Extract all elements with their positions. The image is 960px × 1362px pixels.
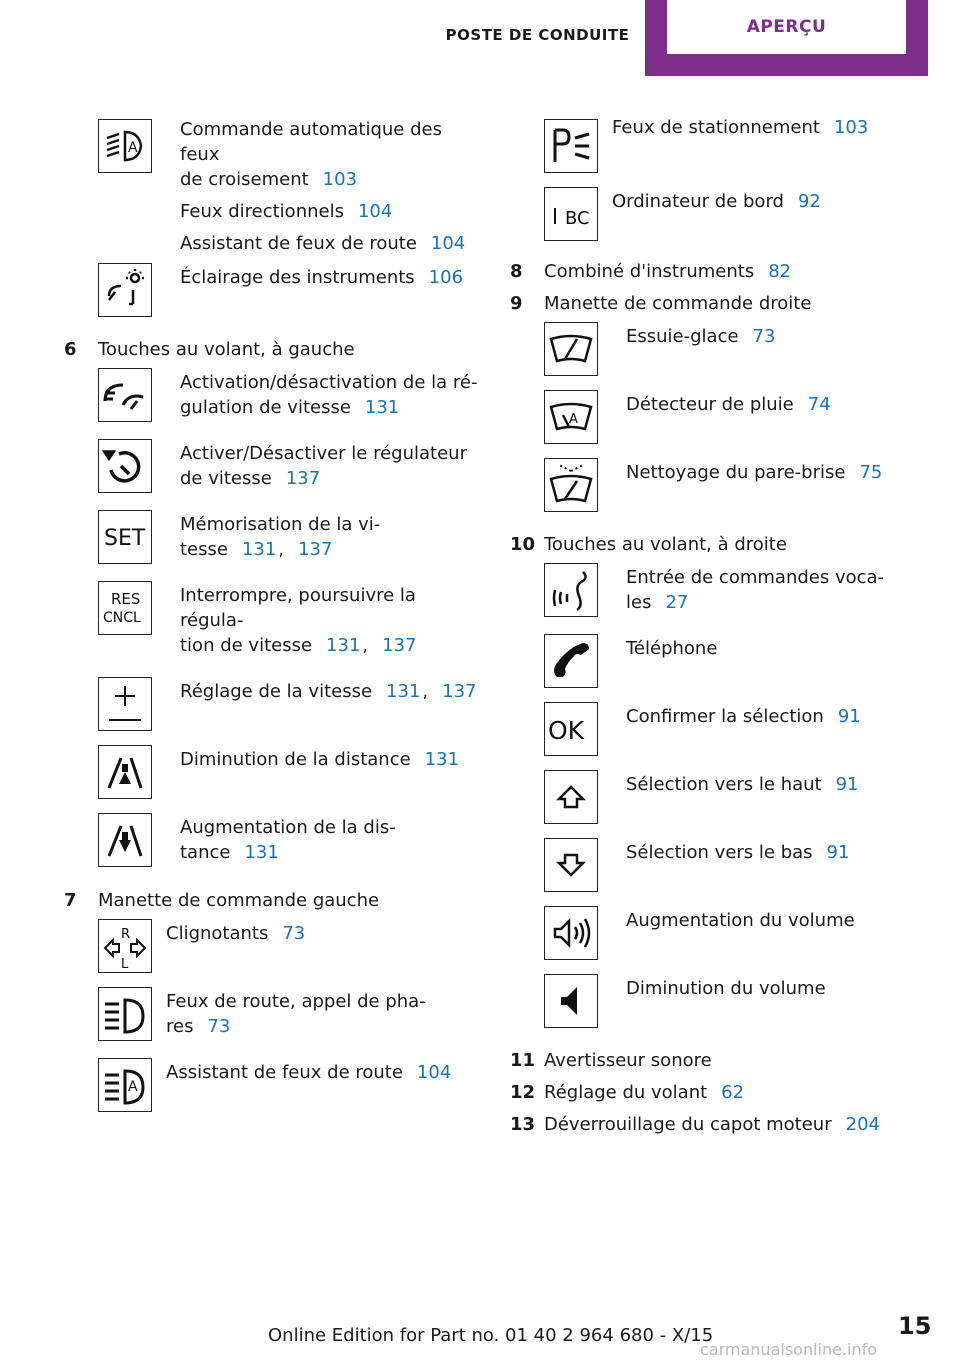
icon-row [544, 634, 930, 688]
item-text: Mémorisation de la vi‐ tesse 131 , 137 [180, 514, 381, 560]
icon-row [98, 368, 484, 427]
auto-headlight-icon [98, 119, 152, 173]
page-ref-link[interactable]: 82 [768, 261, 792, 282]
left-column [64, 115, 484, 1112]
item-number: 12 [510, 1082, 536, 1103]
icon-row [544, 563, 930, 622]
item-label: de vitesse [180, 468, 272, 489]
res-cncl-icon [98, 581, 152, 635]
item-number: 13 [510, 1114, 536, 1135]
item-title: Touches au volant, à droite [544, 534, 787, 555]
page-ref-link[interactable]: 131 [364, 397, 400, 418]
svg-text:A: A [128, 140, 138, 156]
page-ref-link[interactable]: 91 [837, 706, 861, 727]
set-icon [98, 510, 152, 564]
icon-row [544, 119, 930, 173]
item-label: Activation/désactivation de la ré‐ [180, 372, 478, 393]
page-ref-link[interactable]: 74 [807, 394, 831, 415]
rain-sensor-icon [544, 390, 598, 444]
high-beam-icon [98, 987, 152, 1041]
icon-row [544, 702, 930, 756]
icon-row [544, 770, 930, 824]
page-ref-link[interactable]: 137 [285, 468, 321, 489]
page-ref-link[interactable]: 73 [207, 1016, 231, 1037]
item-title: Avertisseur sonore [544, 1050, 712, 1071]
item-label: Feux de route, appel de pha‐ [166, 991, 426, 1012]
page-number: 15 [898, 1312, 932, 1340]
numbered-item [510, 1112, 930, 1137]
high-beam-assist-icon [98, 1058, 152, 1112]
item-label: Téléphone [626, 638, 718, 659]
item-label: Diminution du volume [626, 978, 826, 999]
page-ref-link[interactable]: 137 [442, 681, 477, 702]
page-ref-link[interactable]: 27 [665, 592, 689, 613]
item-label: Détecteur de pluie [626, 394, 794, 415]
item-number: 8 [510, 261, 523, 282]
item-text [626, 636, 717, 668]
page-ref-link[interactable]: 103 [322, 169, 358, 190]
svg-text:A: A [569, 412, 578, 427]
item-label: de croisement [180, 169, 309, 190]
turn-signal-icon [98, 919, 152, 973]
item-label: Augmentation du volume [626, 910, 855, 931]
icon-row [98, 1058, 484, 1112]
numbered-item [510, 532, 930, 557]
item-title: Combiné d'instruments [544, 261, 755, 282]
icon-row [98, 677, 484, 731]
item-number: 9 [510, 293, 523, 314]
item-title: Réglage du volant [544, 1082, 708, 1103]
item-text [626, 565, 884, 622]
item-label: Diminution de la distance [180, 749, 411, 770]
plus-minus-icon [98, 677, 152, 731]
page-ref-link[interactable]: 92 [797, 191, 821, 212]
page-ref-link[interactable]: 131 [241, 539, 277, 560]
item-text: Interrompre, poursuivre la régula‐ tion de vitesse 131 , 137 [180, 585, 417, 656]
page-ref-link[interactable]: 104 [430, 233, 466, 254]
icon-row [544, 458, 930, 512]
numbered-item [510, 1080, 930, 1105]
chapter-tab[interactable] [645, 0, 928, 76]
item-text [626, 976, 826, 1008]
item-number: 6 [64, 339, 77, 360]
item-label: Interrompre, poursuivre la régula‐ [180, 585, 416, 631]
numbered-item [510, 1048, 930, 1073]
item-label: Ordinateur de bord [612, 191, 784, 212]
svg-text:R: R [121, 927, 131, 942]
item-number: 7 [64, 890, 77, 911]
page-ref-link[interactable]: 137 [382, 635, 417, 656]
svg-text:L: L [121, 957, 129, 970]
item-text [166, 1060, 451, 1092]
item-text [180, 265, 463, 297]
item-label: Feux de stationnement [612, 117, 820, 138]
page-ref-link[interactable]: 91 [826, 842, 850, 863]
voice-command-icon [544, 563, 598, 617]
right-column [510, 115, 930, 1137]
item-label: gulation de vitesse [180, 397, 351, 418]
icon-row [98, 987, 484, 1046]
icon-row [98, 581, 484, 665]
item-text [180, 747, 459, 779]
item-label: Essuie-glace [626, 326, 739, 347]
item-label: Feux directionnels [180, 201, 344, 222]
item-label: Sélection vers le bas [626, 842, 813, 863]
page-ref-link[interactable]: 106 [428, 267, 464, 288]
item-label: Mémorisation de la vi‐ [180, 514, 381, 535]
item-text [612, 189, 821, 221]
item-text [166, 921, 305, 953]
item-text [626, 324, 775, 356]
icon-row [98, 919, 484, 973]
item-label: Assistant de feux de route [166, 1062, 403, 1083]
ok-icon [544, 702, 598, 756]
item-text [180, 117, 484, 263]
svg-text:SET: SET [104, 526, 146, 551]
item-label: Activer/Désactiver le régulateur [180, 443, 467, 464]
item-label: Nettoyage du pare-brise [626, 462, 846, 483]
item-label: les [626, 592, 652, 613]
arrow-down-icon [544, 838, 598, 892]
icon-row [98, 115, 484, 263]
page-ref-link[interactable]: 137 [298, 539, 333, 560]
item-text [180, 441, 467, 498]
watermark: carmanualsonline.info [700, 1340, 878, 1359]
speed-limiter-icon [98, 368, 152, 422]
item-label: Augmentation de la dis‐ [180, 817, 396, 838]
icon-row [544, 838, 930, 892]
page-ref-link[interactable]: 91 [835, 774, 859, 795]
instrument-lighting-icon [98, 263, 152, 317]
item-text: Réglage de la vitesse 131 , 137 [180, 681, 477, 702]
wiper-icon [544, 322, 598, 376]
section-title: POSTE DE CONDUITE [445, 26, 630, 44]
volume-up-icon [544, 906, 598, 960]
item-text [180, 815, 396, 872]
item-label: tance [180, 842, 231, 863]
windshield-washer-icon [544, 458, 598, 512]
icon-row [98, 439, 484, 498]
phone-icon [544, 634, 598, 688]
item-label: Confirmer la sélection [626, 706, 824, 727]
item-title: Touches au volant, à gauche [98, 339, 355, 360]
page-ref-link[interactable]: 131 [424, 749, 460, 770]
icon-row [544, 906, 930, 960]
item-text [626, 392, 831, 424]
numbered-item [510, 259, 930, 284]
item-title: Manette de commande droite [544, 293, 812, 314]
item-number: 10 [510, 534, 536, 555]
numbered-item [510, 291, 930, 316]
item-label: Clignotants [166, 923, 269, 944]
icon-row [98, 263, 484, 317]
svg-text:CNCL: CNCL [103, 610, 141, 626]
page-ref-link[interactable]: 73 [282, 923, 306, 944]
item-number: 11 [510, 1050, 536, 1071]
page-ref-link[interactable]: 131 [244, 842, 279, 863]
page-ref-link[interactable]: 131 [326, 635, 361, 656]
item-label: tesse [180, 539, 228, 560]
parking-lights-icon [544, 119, 598, 173]
svg-text:BC: BC [565, 208, 590, 229]
icon-row [98, 510, 484, 569]
item-label: Commande automatique des feux [180, 119, 442, 165]
item-text [166, 989, 426, 1046]
item-label: Assistant de feux de route [180, 233, 417, 254]
page-ref-link[interactable]: 73 [752, 326, 776, 347]
icon-row [544, 322, 930, 376]
page-ref-link[interactable]: 103 [833, 117, 869, 138]
onboard-computer-icon [544, 187, 598, 241]
item-text [626, 704, 861, 736]
numbered-item [64, 337, 484, 362]
svg-text:A: A [128, 1079, 138, 1095]
chapter-title: APERÇU [667, 0, 906, 54]
item-label: res [166, 1016, 194, 1037]
volume-down-icon [544, 974, 598, 1028]
item-title: Déverrouillage du capot moteur [544, 1114, 832, 1135]
page-ref-link[interactable]: 204 [845, 1114, 880, 1135]
svg-text:RES: RES [111, 590, 141, 608]
item-label: Réglage de la vitesse [180, 681, 373, 702]
icon-row [544, 390, 930, 444]
icon-row [544, 187, 930, 241]
distance-decrease-icon [98, 745, 152, 799]
page-ref-link[interactable]: 104 [357, 201, 393, 222]
item-title: Manette de commande gauche [98, 890, 380, 911]
cruise-control-icon [98, 439, 152, 493]
icon-row [98, 745, 484, 799]
page-ref-link[interactable]: 104 [416, 1062, 452, 1083]
item-label: tion de vitesse [180, 635, 313, 656]
distance-increase-icon [98, 813, 152, 867]
edition-text: Online Edition for Part no. 01 40 2 964 680 - X/15 [268, 1325, 714, 1346]
item-text [626, 460, 882, 492]
page-ref-link[interactable]: 131 [386, 681, 421, 702]
item-text [626, 840, 849, 872]
arrow-up-icon [544, 770, 598, 824]
item-label: Sélection vers le haut [626, 774, 822, 795]
item-text [180, 370, 477, 427]
item-text [626, 772, 859, 804]
icon-row [98, 813, 484, 872]
item-label: Entrée de commandes voca‐ [626, 567, 885, 588]
item-text [612, 115, 868, 147]
page-ref-link[interactable]: 75 [859, 462, 883, 483]
page-ref-link[interactable]: 62 [721, 1082, 745, 1103]
svg-text:OK: OK [548, 716, 585, 745]
item-label: Éclairage des instruments [180, 267, 415, 288]
item-text [626, 908, 855, 940]
numbered-item [64, 888, 484, 913]
icon-row [544, 974, 930, 1028]
